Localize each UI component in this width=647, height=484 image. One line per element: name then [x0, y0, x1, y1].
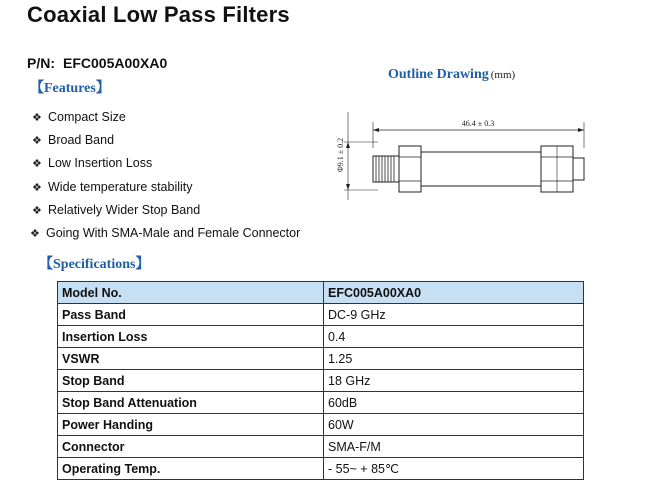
table-cell-key: Stop Band [58, 370, 324, 392]
table-cell-value: SMA-F/M [324, 436, 584, 458]
diamond-bullet-icon: ❖ [30, 227, 40, 240]
diameter-dimension-label: Φ9.1 ± 0.2 [336, 137, 345, 173]
table-cell-value: - 55~ + 85℃ [324, 458, 584, 480]
table-row [58, 436, 584, 458]
table-cell-value: 18 GHz [324, 370, 584, 392]
table-header-row [58, 282, 584, 304]
feature-item: ❖ Broad Band [32, 129, 300, 152]
feature-item: ❖ Going With SMA-Male and Female Connector [30, 222, 300, 245]
table-cell-key: Pass Band [58, 304, 324, 326]
table-row [58, 458, 584, 480]
outline-drawing-title: Outline Drawing (mm) [388, 67, 516, 82]
table-cell-key: Model No. [58, 282, 324, 304]
table-cell-key: VSWR [58, 348, 324, 370]
feature-item: ❖ Compact Size [32, 106, 300, 129]
diamond-bullet-icon: ❖ [32, 112, 42, 124]
table-cell-value: 0.4 [324, 326, 584, 348]
table-row [58, 348, 584, 370]
features-list [32, 106, 300, 245]
table-cell-key: Connector [58, 436, 324, 458]
features-heading: 【Features】 [30, 81, 110, 96]
table-cell-value: 1.25 [324, 348, 584, 370]
table-cell-key: Operating Temp. [58, 458, 324, 480]
diamond-bullet-icon: ❖ [32, 158, 42, 171]
part-number [27, 55, 167, 71]
part-number-value: EFC005A00XA0 [63, 55, 168, 71]
page-title: Coaxial Low Pass Filters [27, 2, 290, 27]
table-cell-key: Insertion Loss [58, 326, 324, 348]
part-number-label: P/N: [27, 55, 55, 71]
table-cell-value: DC-9 GHz [324, 304, 584, 326]
table-row [58, 392, 584, 414]
table-cell-value: EFC005A00XA0 [324, 282, 584, 304]
table-row [58, 304, 584, 326]
specifications-table [57, 281, 584, 480]
table-row [58, 414, 584, 436]
diamond-bullet-icon: ❖ [32, 204, 42, 217]
table-cell-key: Power Handing [58, 414, 324, 436]
table-cell-value: 60W [324, 414, 584, 436]
specifications-heading: 【Specifications】 [39, 257, 150, 272]
feature-item: ❖ Relatively Wider Stop Band [32, 199, 300, 222]
table-row [58, 370, 584, 392]
table-cell-value: 60dB [324, 392, 584, 414]
diamond-bullet-icon: ❖ [32, 135, 42, 148]
length-dimension-label: 46.4 ± 0.3 [461, 119, 495, 128]
table-cell-key: Stop Band Attenuation [58, 392, 324, 414]
filter-outline-drawing [330, 100, 600, 205]
feature-item: ❖ Wide temperature stability [32, 176, 300, 199]
table-row [58, 326, 584, 348]
diamond-bullet-icon: ❖ [32, 181, 42, 194]
feature-item: ❖ Low Insertion Loss [32, 152, 300, 175]
